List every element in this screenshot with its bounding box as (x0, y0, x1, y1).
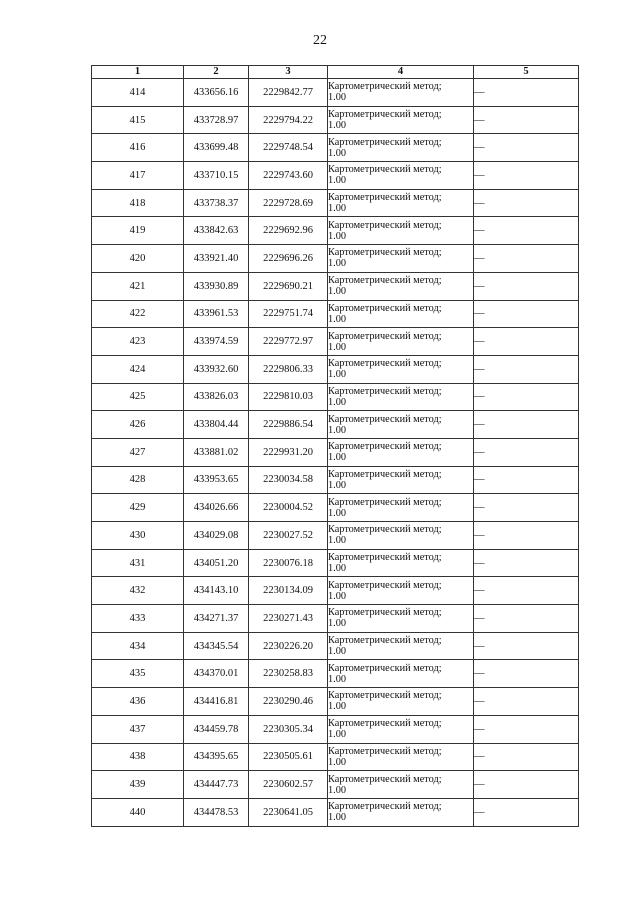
accuracy-text: 1.00 (328, 535, 347, 547)
description-cell: — (474, 798, 579, 826)
x-coordinate-cell: 433699.48 (184, 134, 249, 162)
description-cell: — (474, 743, 579, 771)
table-row (92, 660, 579, 688)
method-cell (328, 438, 474, 466)
method-text: Картометрический метод; (328, 109, 442, 121)
description-cell: — (474, 217, 579, 245)
description-cell: — (474, 355, 579, 383)
method-text: Картометрический метод; (328, 302, 442, 314)
method-text: Картометрический метод; (328, 413, 442, 425)
method-cell (328, 355, 474, 383)
table-row (92, 328, 579, 356)
method-text: Картометрический метод; (328, 801, 442, 813)
method-text: Картометрический метод; (328, 192, 442, 204)
y-coordinate-cell: 2230271.43 (249, 605, 328, 633)
y-coordinate-cell: 2229692.96 (249, 217, 328, 245)
accuracy-text: 1.00 (328, 175, 347, 187)
x-coordinate-cell: 433842.63 (184, 217, 249, 245)
point-number-cell: 431 (92, 549, 184, 577)
header-row (92, 66, 579, 79)
table-body (92, 79, 579, 827)
method-text: Картометрический метод; (328, 330, 442, 342)
point-number-cell: 435 (92, 660, 184, 688)
table-row (92, 217, 579, 245)
description-cell: — (474, 189, 579, 217)
accuracy-text: 1.00 (328, 120, 347, 132)
x-coordinate-cell: 433738.37 (184, 189, 249, 217)
accuracy-text: 1.00 (328, 563, 347, 575)
accuracy-text: 1.00 (328, 729, 347, 741)
method-cell (328, 134, 474, 162)
column-header: 2 (184, 66, 249, 79)
table-row (92, 355, 579, 383)
description-cell: — (474, 466, 579, 494)
method-cell (328, 688, 474, 716)
table-row (92, 411, 579, 439)
method-text: Картометрический метод; (328, 247, 442, 259)
accuracy-text: 1.00 (328, 784, 347, 796)
table-row (92, 189, 579, 217)
accuracy-text: 1.00 (328, 479, 347, 491)
accuracy-text: 1.00 (328, 203, 347, 215)
method-cell (328, 605, 474, 633)
table-row (92, 632, 579, 660)
method-cell (328, 79, 474, 107)
x-coordinate-cell: 433974.59 (184, 328, 249, 356)
description-cell: — (474, 300, 579, 328)
table-row (92, 466, 579, 494)
accuracy-text: 1.00 (328, 618, 347, 630)
method-cell (328, 411, 474, 439)
method-text: Картометрический метод; (328, 579, 442, 591)
accuracy-text: 1.00 (328, 230, 347, 242)
x-coordinate-cell: 433826.03 (184, 383, 249, 411)
method-cell (328, 217, 474, 245)
x-coordinate-cell: 433881.02 (184, 438, 249, 466)
column-header: 4 (328, 66, 474, 79)
accuracy-text: 1.00 (328, 286, 347, 298)
point-number-cell: 415 (92, 106, 184, 134)
accuracy-text: 1.00 (328, 507, 347, 519)
accuracy-text: 1.00 (328, 646, 347, 658)
description-cell: — (474, 272, 579, 300)
description-cell: — (474, 522, 579, 550)
y-coordinate-cell: 2229743.60 (249, 162, 328, 190)
description-cell: — (474, 577, 579, 605)
table-header (92, 66, 579, 79)
accuracy-text: 1.00 (328, 258, 347, 270)
table-row (92, 134, 579, 162)
x-coordinate-cell: 433932.60 (184, 355, 249, 383)
method-text: Картометрический метод; (328, 81, 442, 93)
method-text: Картометрический метод; (328, 552, 442, 564)
table-row (92, 383, 579, 411)
x-coordinate-cell: 433921.40 (184, 245, 249, 273)
y-coordinate-cell: 2230226.20 (249, 632, 328, 660)
description-cell: — (474, 549, 579, 577)
point-number-cell: 434 (92, 632, 184, 660)
description-cell: — (474, 106, 579, 134)
point-number-cell: 432 (92, 577, 184, 605)
y-coordinate-cell: 2230034.58 (249, 466, 328, 494)
y-coordinate-cell: 2230258.83 (249, 660, 328, 688)
y-coordinate-cell: 2229810.03 (249, 383, 328, 411)
point-number-cell: 417 (92, 162, 184, 190)
description-cell: — (474, 688, 579, 716)
coordinates-table (91, 65, 579, 827)
x-coordinate-cell: 434395.65 (184, 743, 249, 771)
x-coordinate-cell: 434271.37 (184, 605, 249, 633)
y-coordinate-cell: 2230602.57 (249, 771, 328, 799)
method-text: Картометрический метод; (328, 468, 442, 480)
table-row (92, 522, 579, 550)
point-number-cell: 416 (92, 134, 184, 162)
description-cell: — (474, 79, 579, 107)
y-coordinate-cell: 2229728.69 (249, 189, 328, 217)
point-number-cell: 436 (92, 688, 184, 716)
method-cell (328, 328, 474, 356)
y-coordinate-cell: 2230505.61 (249, 743, 328, 771)
x-coordinate-cell: 434478.53 (184, 798, 249, 826)
table-row (92, 162, 579, 190)
description-cell: — (474, 162, 579, 190)
table-row (92, 743, 579, 771)
accuracy-text: 1.00 (328, 424, 347, 436)
method-cell (328, 715, 474, 743)
table-row (92, 771, 579, 799)
y-coordinate-cell: 2229806.33 (249, 355, 328, 383)
x-coordinate-cell: 434345.54 (184, 632, 249, 660)
accuracy-text: 1.00 (328, 812, 347, 824)
point-number-cell: 428 (92, 466, 184, 494)
method-cell (328, 494, 474, 522)
point-number-cell: 439 (92, 771, 184, 799)
method-cell (328, 300, 474, 328)
method-text: Картометрический метод; (328, 358, 442, 370)
page-number: 22 (313, 33, 327, 48)
description-cell: — (474, 660, 579, 688)
y-coordinate-cell: 2230305.34 (249, 715, 328, 743)
table-row (92, 106, 579, 134)
method-text: Картометрический метод; (328, 385, 442, 397)
method-text: Картометрический метод; (328, 635, 442, 647)
method-text: Картометрический метод; (328, 524, 442, 536)
method-cell (328, 189, 474, 217)
table-row (92, 549, 579, 577)
point-number-cell: 424 (92, 355, 184, 383)
x-coordinate-cell: 433804.44 (184, 411, 249, 439)
point-number-cell: 438 (92, 743, 184, 771)
description-cell: — (474, 715, 579, 743)
table-row (92, 79, 579, 107)
point-number-cell: 433 (92, 605, 184, 633)
x-coordinate-cell: 434029.08 (184, 522, 249, 550)
accuracy-text: 1.00 (328, 341, 347, 353)
x-coordinate-cell: 433728.97 (184, 106, 249, 134)
description-cell: — (474, 411, 579, 439)
column-header: 1 (92, 66, 184, 79)
x-coordinate-cell: 433930.89 (184, 272, 249, 300)
x-coordinate-cell: 433953.65 (184, 466, 249, 494)
point-number-cell: 422 (92, 300, 184, 328)
method-text: Картометрический метод; (328, 773, 442, 785)
accuracy-text: 1.00 (328, 701, 347, 713)
y-coordinate-cell: 2229772.97 (249, 328, 328, 356)
point-number-cell: 421 (92, 272, 184, 300)
y-coordinate-cell: 2230134.09 (249, 577, 328, 605)
point-number-cell: 414 (92, 79, 184, 107)
point-number-cell: 430 (92, 522, 184, 550)
method-text: Картометрический метод; (328, 718, 442, 730)
table-row (92, 798, 579, 826)
y-coordinate-cell: 2230027.52 (249, 522, 328, 550)
x-coordinate-cell: 434447.73 (184, 771, 249, 799)
accuracy-text: 1.00 (328, 396, 347, 408)
method-cell (328, 743, 474, 771)
method-text: Картометрический метод; (328, 690, 442, 702)
description-cell: — (474, 605, 579, 633)
description-cell: — (474, 245, 579, 273)
point-number-cell: 427 (92, 438, 184, 466)
y-coordinate-cell: 2229931.20 (249, 438, 328, 466)
description-cell: — (474, 328, 579, 356)
y-coordinate-cell: 2230076.18 (249, 549, 328, 577)
point-number-cell: 426 (92, 411, 184, 439)
column-header: 5 (474, 66, 579, 79)
accuracy-text: 1.00 (328, 452, 347, 464)
table-row (92, 438, 579, 466)
accuracy-text: 1.00 (328, 673, 347, 685)
method-cell (328, 383, 474, 411)
table-row (92, 688, 579, 716)
description-cell: — (474, 494, 579, 522)
x-coordinate-cell: 434416.81 (184, 688, 249, 716)
method-cell (328, 466, 474, 494)
x-coordinate-cell: 434143.10 (184, 577, 249, 605)
method-cell (328, 798, 474, 826)
point-number-cell: 418 (92, 189, 184, 217)
description-cell: — (474, 438, 579, 466)
accuracy-text: 1.00 (328, 92, 347, 104)
method-cell (328, 549, 474, 577)
table-row (92, 245, 579, 273)
accuracy-text: 1.00 (328, 147, 347, 159)
method-cell (328, 272, 474, 300)
method-cell (328, 245, 474, 273)
method-text: Картометрический метод; (328, 136, 442, 148)
point-number-cell: 420 (92, 245, 184, 273)
method-cell (328, 522, 474, 550)
point-number-cell: 429 (92, 494, 184, 522)
table-row (92, 715, 579, 743)
x-coordinate-cell: 434051.20 (184, 549, 249, 577)
y-coordinate-cell: 2230004.52 (249, 494, 328, 522)
method-text: Картометрический метод; (328, 164, 442, 176)
point-number-cell: 425 (92, 383, 184, 411)
point-number-cell: 419 (92, 217, 184, 245)
description-cell: — (474, 383, 579, 411)
y-coordinate-cell: 2229748.54 (249, 134, 328, 162)
accuracy-text: 1.00 (328, 369, 347, 381)
description-cell: — (474, 632, 579, 660)
x-coordinate-cell: 433961.53 (184, 300, 249, 328)
description-cell: — (474, 134, 579, 162)
method-text: Картометрический метод; (328, 496, 442, 508)
column-header: 3 (249, 66, 328, 79)
method-text: Картометрический метод; (328, 275, 442, 287)
x-coordinate-cell: 434026.66 (184, 494, 249, 522)
y-coordinate-cell: 2229794.22 (249, 106, 328, 134)
method-cell (328, 632, 474, 660)
method-cell (328, 577, 474, 605)
point-number-cell: 423 (92, 328, 184, 356)
y-coordinate-cell: 2230641.05 (249, 798, 328, 826)
x-coordinate-cell: 433656.16 (184, 79, 249, 107)
method-text: Картометрический метод; (328, 219, 442, 231)
method-cell (328, 106, 474, 134)
x-coordinate-cell: 433710.15 (184, 162, 249, 190)
x-coordinate-cell: 434370.01 (184, 660, 249, 688)
method-cell (328, 660, 474, 688)
point-number-cell: 437 (92, 715, 184, 743)
table-row (92, 300, 579, 328)
method-cell (328, 162, 474, 190)
method-text: Картометрический метод; (328, 607, 442, 619)
table-row (92, 605, 579, 633)
method-text: Картометрический метод; (328, 745, 442, 757)
accuracy-text: 1.00 (328, 590, 347, 602)
method-cell (328, 771, 474, 799)
method-text: Картометрический метод; (328, 441, 442, 453)
table-row (92, 577, 579, 605)
x-coordinate-cell: 434459.78 (184, 715, 249, 743)
accuracy-text: 1.00 (328, 313, 347, 325)
table-row (92, 272, 579, 300)
table-row (92, 494, 579, 522)
description-cell: — (474, 771, 579, 799)
method-text: Картометрический метод; (328, 662, 442, 674)
y-coordinate-cell: 2229842.77 (249, 79, 328, 107)
accuracy-text: 1.00 (328, 756, 347, 768)
y-coordinate-cell: 2229751.74 (249, 300, 328, 328)
y-coordinate-cell: 2230290.46 (249, 688, 328, 716)
y-coordinate-cell: 2229886.54 (249, 411, 328, 439)
point-number-cell: 440 (92, 798, 184, 826)
y-coordinate-cell: 2229696.26 (249, 245, 328, 273)
y-coordinate-cell: 2229690.21 (249, 272, 328, 300)
